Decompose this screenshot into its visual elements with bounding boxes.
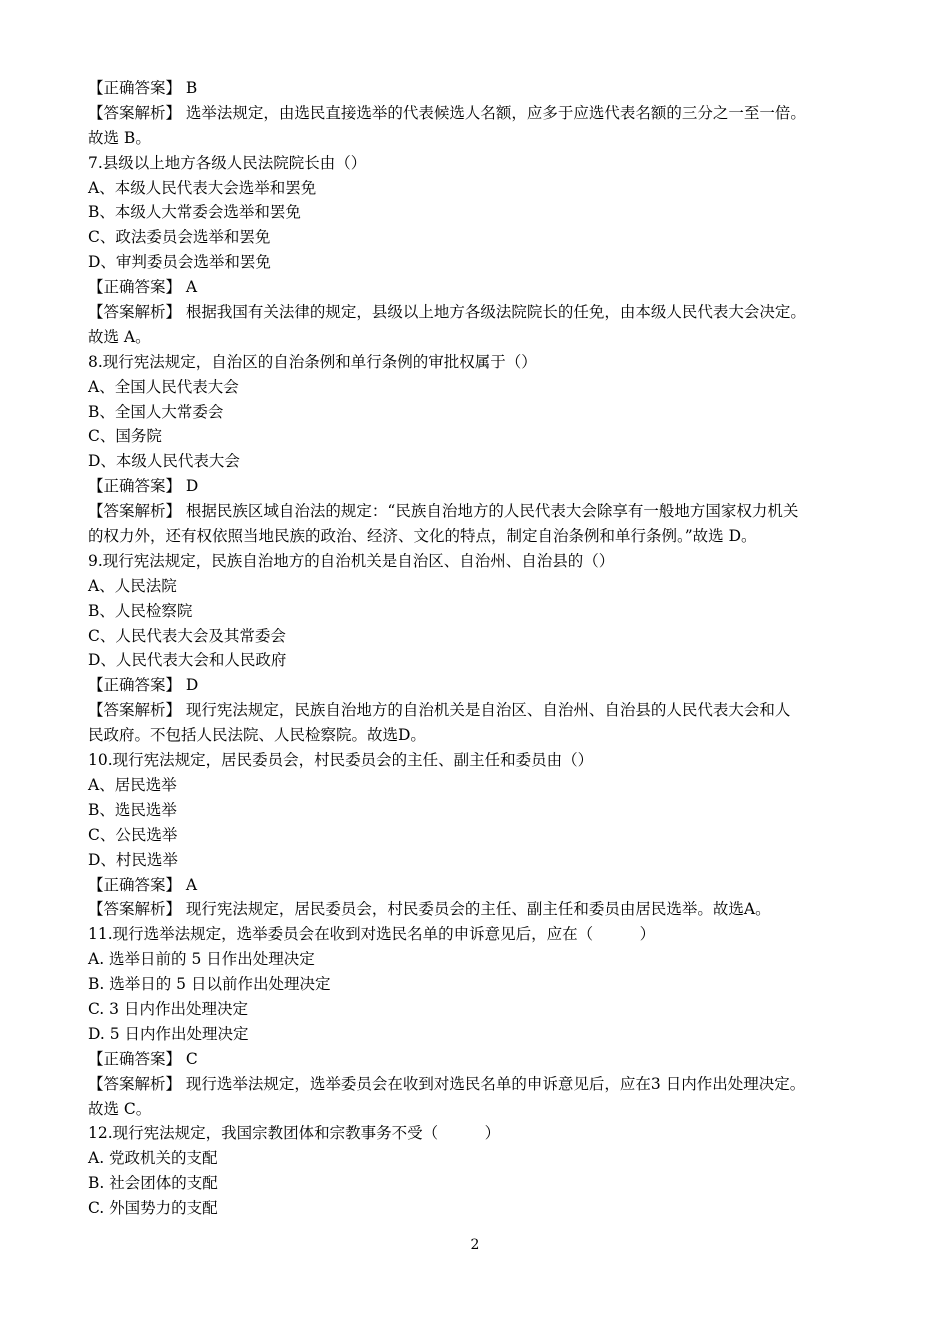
option-d: D、村民选举 — [88, 850, 178, 869]
question-8: 8.现行宪法规定，自治区的自治条例和单行条例的审批权属于（） — [88, 352, 537, 371]
answer-explanation-line: 【答案解析】 根据民族区域自治法的规定：“民族自治地方的人民代表大会除享有一般地方国家权力机关 — [88, 502, 799, 521]
option-c: C、人民代表大会及其常委会 — [88, 626, 286, 645]
question-11: 11.现行选举法规定，选举委员会在收到对选民名单的申诉意见后，应在（ ） — [88, 925, 656, 944]
option-b: B. 选举日的 5 日以前作出处理决定 — [88, 975, 331, 994]
option-a: A、本级人民代表大会选举和罢免 — [88, 178, 317, 197]
answer-explanation-line: 【答案解析】 现行选举法规定，选举委员会在收到对选民名单的申诉意见后，应在3 日内作出处理决定。 — [88, 1074, 806, 1093]
answer-explanation-line: 【答案解析】 现行宪法规定，民族自治地方的自治机关是自治区、自治州、自治县的人民代表大会和人 — [88, 701, 791, 720]
option-c: C、公民选举 — [88, 825, 178, 844]
correct-answer-line: 【正确答案】 C — [88, 1049, 198, 1068]
correct-answer-line: 【正确答案】 A — [88, 278, 198, 297]
question-12: 12.现行宪法规定，我国宗教团体和宗教事务不受（ ） — [88, 1124, 501, 1143]
option-d: D、人民代表大会和人民政府 — [88, 651, 287, 670]
answer-explanation-line: 的权力外，还有权依照当地民族的政治、经济、文化的特点，制定自治条例和单行条例。”故选 D。 — [88, 527, 757, 546]
option-c: C、政法委员会选举和罢免 — [88, 228, 271, 247]
option-a: A. 党政机关的支配 — [88, 1149, 218, 1168]
question-10: 10.现行宪法规定，居民委员会，村民委员会的主任、副主任和委员由（） — [88, 751, 594, 770]
page-number: 2 — [470, 1237, 480, 1253]
option-c: C. 3 日内作出处理决定 — [88, 999, 248, 1018]
correct-answer-line: 【正确答案】 B — [88, 79, 198, 97]
answer-explanation-line: 【答案解析】 现行宪法规定，居民委员会，村民委员会的主任、副主任和委员由居民选举。故选A。 — [88, 900, 771, 919]
option-c: C. 外国势力的支配 — [88, 1199, 218, 1218]
option-d: D、审判委员会选举和罢免 — [88, 253, 271, 272]
option-a: A、全国人民代表大会 — [88, 377, 239, 396]
option-b: B、全国人大常委会 — [88, 402, 224, 421]
question-9: 9.现行宪法规定，民族自治地方的自治机关是自治区、自治州、自治县的（） — [88, 551, 615, 570]
option-b: B、选民选举 — [88, 800, 177, 819]
answer-explanation-line: 民政府。不包括人民法院、人民检察院。故选D。 — [88, 726, 426, 745]
option-b: B、本级人大常委会选举和罢免 — [88, 203, 301, 222]
correct-answer-line: 【正确答案】 A — [88, 875, 198, 894]
option-c: C、国务院 — [88, 427, 162, 446]
answer-explanation-line: 故选 B。 — [88, 128, 151, 147]
correct-answer-line: 【正确答案】 D — [88, 676, 199, 695]
answer-explanation-line: 故选 A。 — [88, 327, 151, 346]
correct-answer-line: 【正确答案】 D — [88, 477, 199, 496]
option-a: A. 选举日前的 5 日作出处理决定 — [88, 950, 315, 969]
answer-explanation-line: 【答案解析】 根据我国有关法律的规定，县级以上地方各级法院院长的任免，由本级人民代表大会决定。 — [88, 303, 806, 322]
option-d: D、本级人民代表大会 — [88, 452, 240, 471]
document-page — [88, 76, 868, 1221]
question-7: 7.县级以上地方各级人民法院院长由（） — [88, 153, 367, 172]
option-d: D. 5 日内作出处理决定 — [88, 1024, 249, 1043]
answer-explanation-line: 故选 C。 — [88, 1099, 152, 1118]
option-a: A、人民法院 — [88, 576, 177, 595]
option-b: B、人民检察院 — [88, 601, 193, 620]
option-b: B. 社会团体的支配 — [88, 1174, 218, 1193]
answer-explanation-line: 【答案解析】 选举法规定，由选民直接选举的代表候选人名额，应多于应选代表名额的三分之一至一倍。 — [88, 103, 806, 122]
option-a: A、居民选举 — [88, 775, 177, 794]
